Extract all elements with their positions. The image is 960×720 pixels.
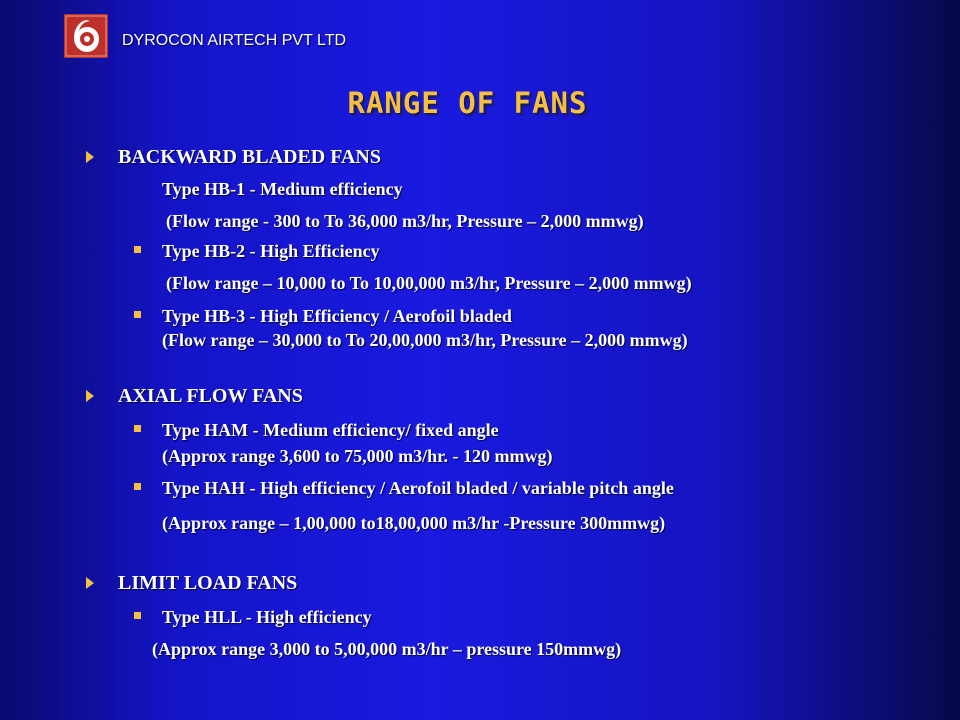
fan-type-ham: Type HAM - Medium efficiency/ fixed angle <box>162 420 499 440</box>
square-bullet-icon <box>134 246 141 253</box>
fan-type-hb1: Type HB-1 - Medium efficiency <box>162 179 403 199</box>
fan-range-hah: (Approx range – 1,00,000 to18,00,000 m3/hr -Pressure 300mmwg) <box>162 513 666 533</box>
fan-type-hll: Type HLL - High efficiency <box>162 607 372 627</box>
section-heading-axial-flow: AXIAL FLOW FANS <box>118 385 303 407</box>
arrow-bullet-icon <box>86 577 94 589</box>
section-heading-backward-bladed: BACKWARD BLADED FANS <box>118 146 381 168</box>
fan-range-hb1: (Flow range - 300 to To 36,000 m3/hr, Pressure – 2,000 mmwg) <box>166 211 644 231</box>
fan-range-hb3: (Flow range – 30,000 to To 20,00,000 m3/hr, Pressure – 2,000 mmwg) <box>162 330 688 350</box>
company-logo-fan-icon <box>64 14 108 58</box>
fan-range-hb2: (Flow range – 10,000 to To 10,00,000 m3/hr, Pressure – 2,000 mmwg) <box>166 273 692 293</box>
arrow-bullet-icon <box>86 390 94 402</box>
fan-type-hb2: Type HB-2 - High Efficiency <box>162 241 380 261</box>
page-title: RANGE OF FANS <box>347 86 588 120</box>
arrow-bullet-icon <box>86 151 94 163</box>
fan-range-hll: (Approx range 3,000 to 5,00,000 m3/hr – pressure 150mmwg) <box>152 639 622 659</box>
square-bullet-icon <box>134 483 141 490</box>
fan-range-ham: (Approx range 3,600 to 75,000 m3/hr. - 120 mmwg) <box>162 446 553 466</box>
square-bullet-icon <box>134 612 141 619</box>
fan-type-hb3: Type HB-3 - High Efficiency / Aerofoil bladed <box>162 306 512 326</box>
section-heading-limit-load: LIMIT LOAD FANS <box>118 572 298 594</box>
square-bullet-icon <box>134 311 141 318</box>
square-bullet-icon <box>134 425 141 432</box>
header <box>64 14 108 60</box>
company-name: DYROCON AIRTECH PVT LTD <box>122 32 347 49</box>
fan-type-hah: Type HAH - High efficiency / Aerofoil bladed / variable pitch angle <box>162 478 674 498</box>
